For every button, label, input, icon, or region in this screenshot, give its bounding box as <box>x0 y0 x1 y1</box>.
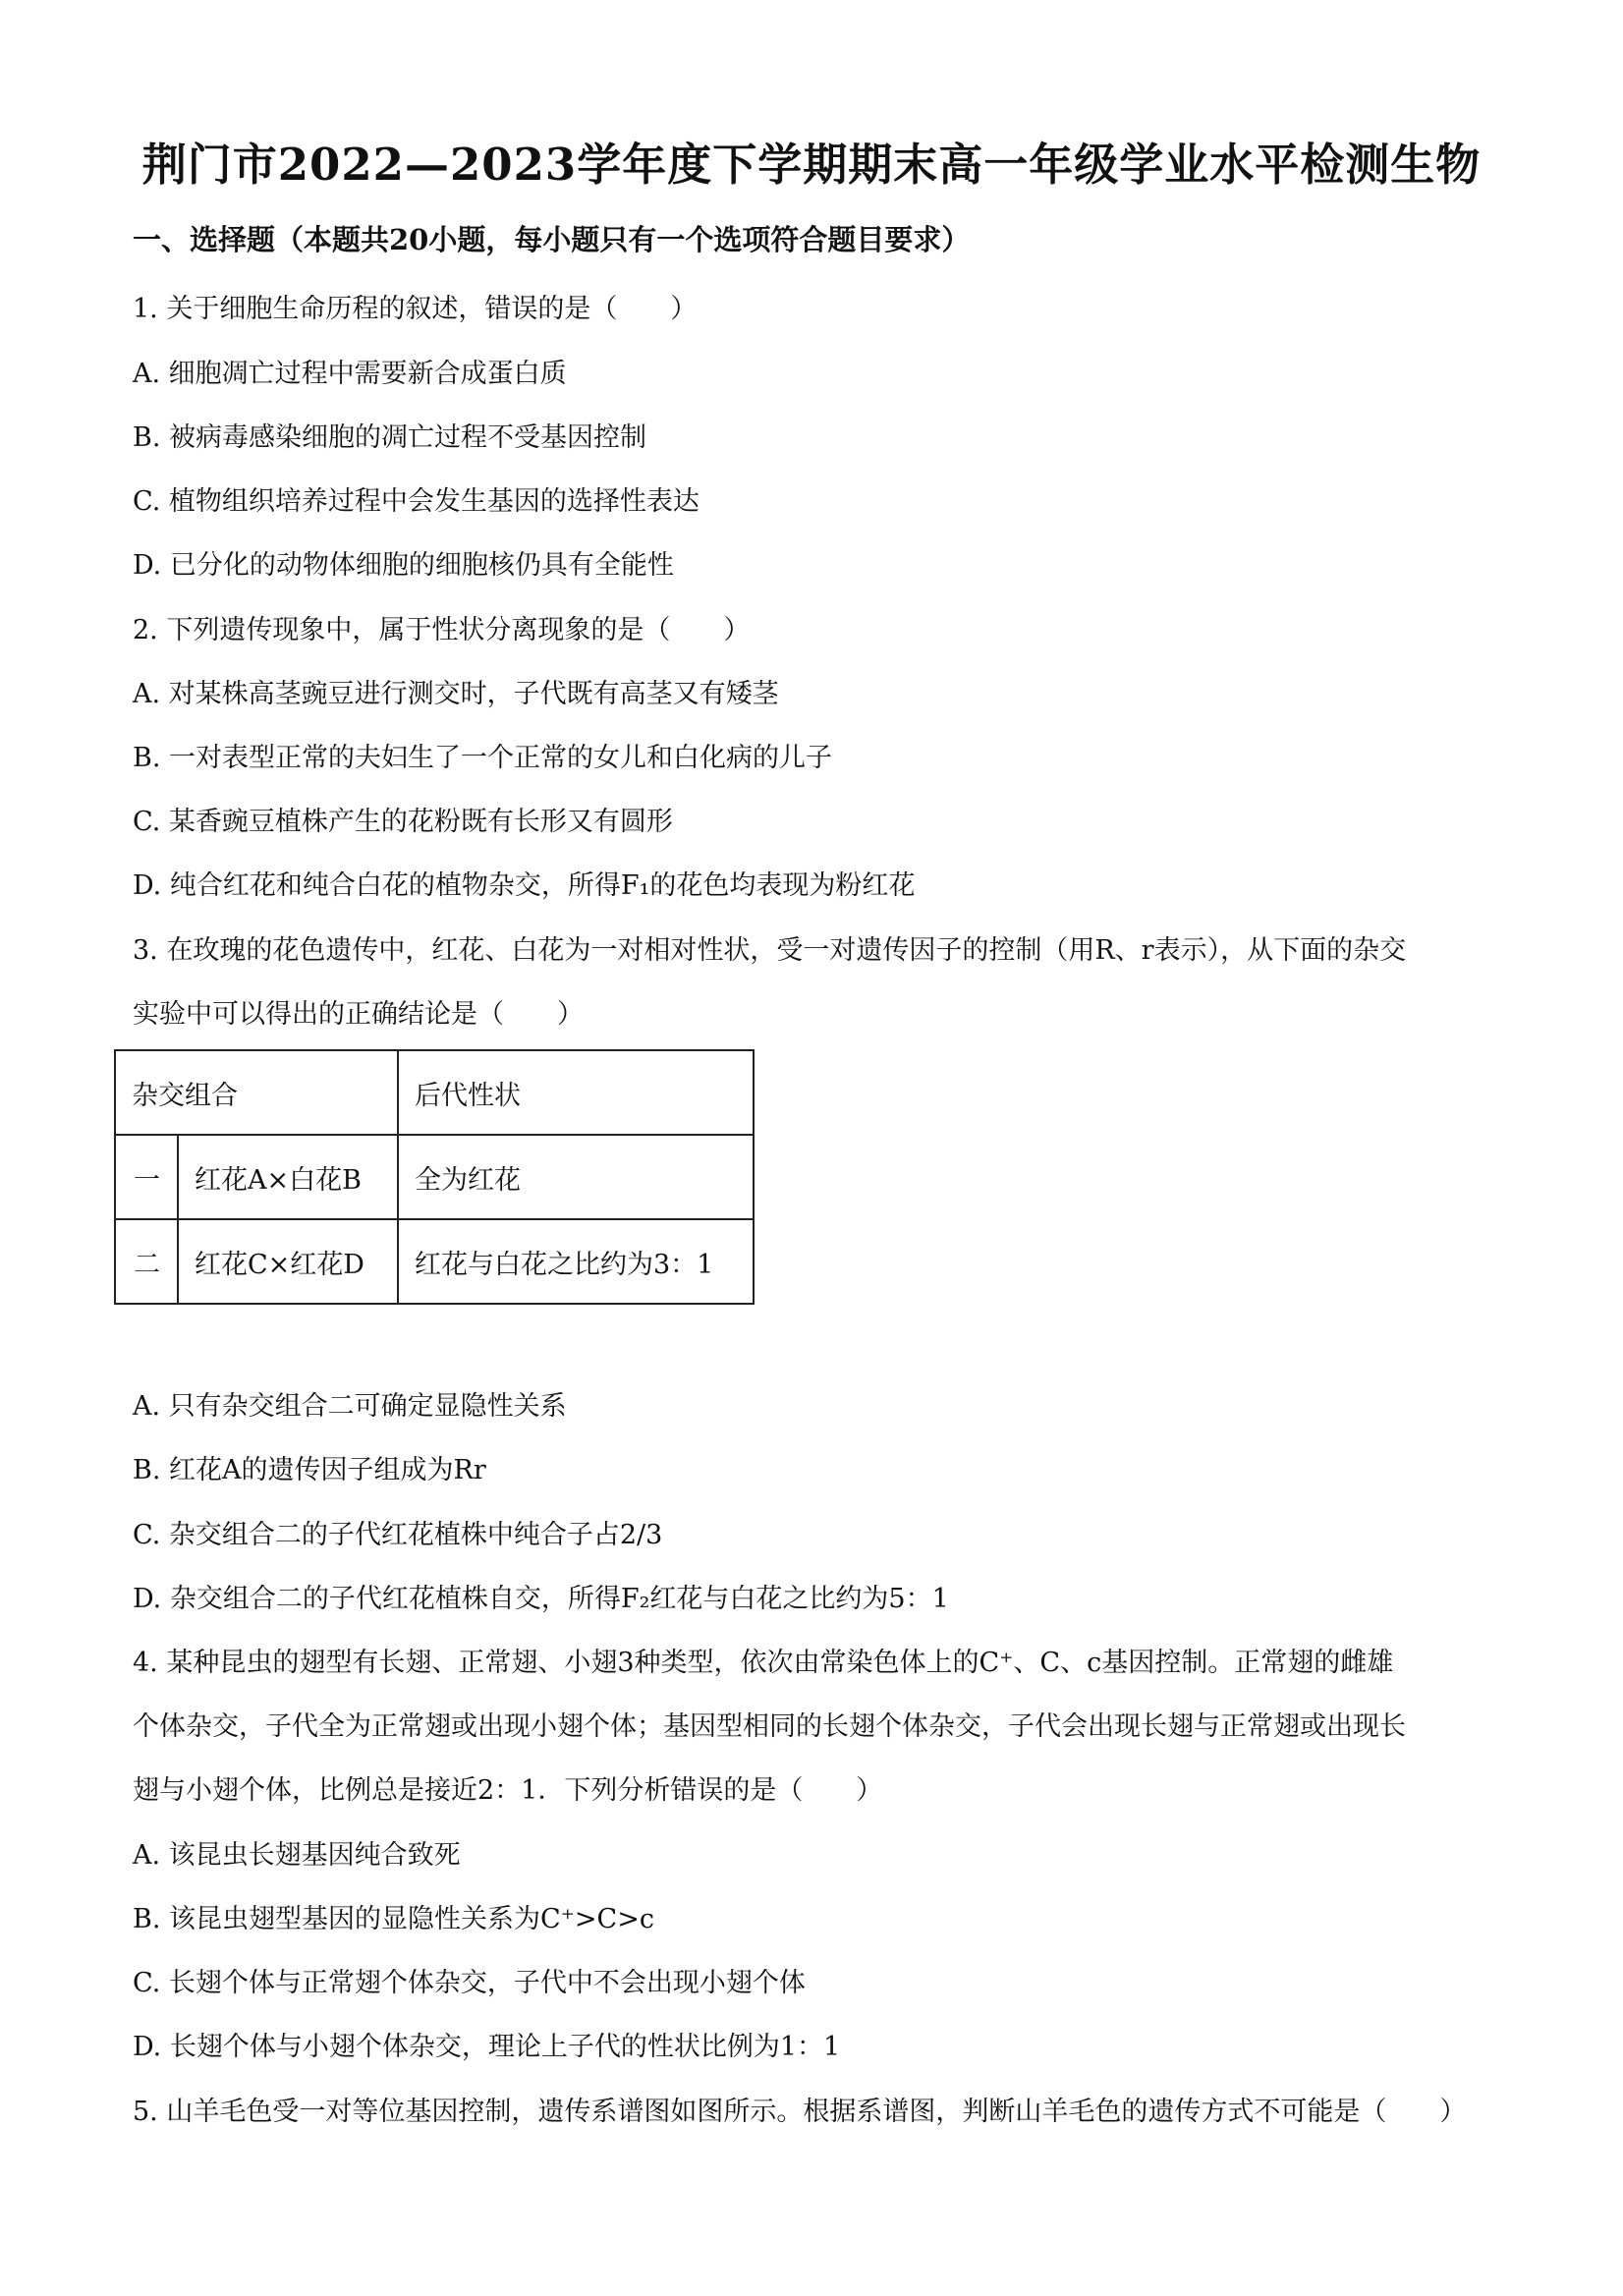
table-header-offspring: 后代性状 <box>398 1050 754 1135</box>
question-4-stem-line-2: 个体杂交，子代全为正常翅或出现小翅个体；基因型相同的长翅个体杂交，子代会出现长翅与正常翅或出现长 <box>133 1711 1406 1742</box>
table-row <box>115 1219 754 1304</box>
question-2-option-a: A. 对某株高茎豌豆进行测交时，子代既有高茎又有矮茎 <box>133 679 779 709</box>
question-3-stem-line-2: 实验中可以得出的正确结论是（ ） <box>133 999 584 1030</box>
page-title: 荆门市2022—2023学年度下学期期末高一年级学业水平检测生物 <box>141 139 1482 191</box>
table-cell-offspring: 全为红花 <box>398 1135 754 1219</box>
question-1-option-b: B. 被病毒感染细胞的凋亡过程不受基因控制 <box>133 422 647 453</box>
question-3-option-b: B. 红花A的遗传因子组成为Rr <box>133 1455 486 1485</box>
question-4-stem-line-1: 4. 某种昆虫的翅型有长翅、正常翅、小翅3种类型，依次由常染色体上的C⁺、C、c基因控制。正常翅的雌雄 <box>133 1648 1394 1678</box>
question-5-stem: 5. 山羊毛色受一对等位基因控制，遗传系谱图如图所示。根据系谱图，判断山羊毛色的遗传方式不可能是（ ） <box>133 2097 1467 2127</box>
question-1-stem: 1. 关于细胞生命历程的叙述，错误的是（ ） <box>133 294 698 324</box>
question-4-stem-line-3: 翅与小翅个体，比例总是接近2：1．下列分析错误的是（ ） <box>133 1775 883 1806</box>
question-1-option-c: C. 植物组织培养过程中会发生基因的选择性表达 <box>133 486 700 517</box>
question-4-option-d: D. 长翅个体与小翅个体杂交，理论上子代的性状比例为1：1 <box>133 2032 841 2062</box>
table-header-row <box>115 1050 754 1135</box>
table-header-cross: 杂交组合 <box>115 1050 398 1135</box>
question-1-option-d: D. 已分化的动物体细胞的细胞核仍具有全能性 <box>133 550 674 581</box>
question-2-option-d: D. 纯合红花和纯合白花的植物杂交，所得F₁的花色均表现为粉红花 <box>133 870 916 901</box>
question-3-option-c: C. 杂交组合二的子代红花植株中纯合子占2/3 <box>133 1520 663 1550</box>
table-cell-cross: 红花A×白花B <box>178 1135 398 1219</box>
question-2-stem: 2. 下列遗传现象中，属于性状分离现象的是（ ） <box>133 615 751 645</box>
table-cell-offspring: 红花与白花之比约为3：1 <box>398 1219 754 1304</box>
table-cell-cross: 红花C×红花D <box>178 1219 398 1304</box>
cross-results-table <box>114 1049 755 1305</box>
question-4-option-c: C. 长翅个体与正常翅个体杂交，子代中不会出现小翅个体 <box>133 1968 806 1998</box>
question-3-option-d: D. 杂交组合二的子代红花植株自交，所得F₂红花与白花之比约为5：1 <box>133 1584 949 1614</box>
table-row <box>115 1135 754 1219</box>
question-2-option-b: B. 一对表型正常的夫妇生了一个正常的女儿和白化病的儿子 <box>133 743 833 773</box>
section-heading: 一、选择题（本题共20小题，每小题只有一个选项符合题目要求） <box>133 223 971 256</box>
question-3-stem-line-1: 3. 在玫瑰的花色遗传中，红花、白花为一对相对性状，受一对遗传因子的控制（用R、r表示），从下面的杂交 <box>133 935 1407 966</box>
question-4-option-a: A. 该昆虫长翅基因纯合致死 <box>133 1840 461 1871</box>
table-cell-group: 二 <box>115 1219 178 1304</box>
table-cell-group: 一 <box>115 1135 178 1219</box>
question-4-option-b: B. 该昆虫翅型基因的显隐性关系为C⁺>C>c <box>133 1904 654 1934</box>
question-1-option-a: A. 细胞凋亡过程中需要新合成蛋白质 <box>133 359 567 389</box>
question-2-option-c: C. 某香豌豆植株产生的花粉既有长形又有圆形 <box>133 807 673 837</box>
question-3-option-a: A. 只有杂交组合二可确定显隐性关系 <box>133 1391 567 1422</box>
